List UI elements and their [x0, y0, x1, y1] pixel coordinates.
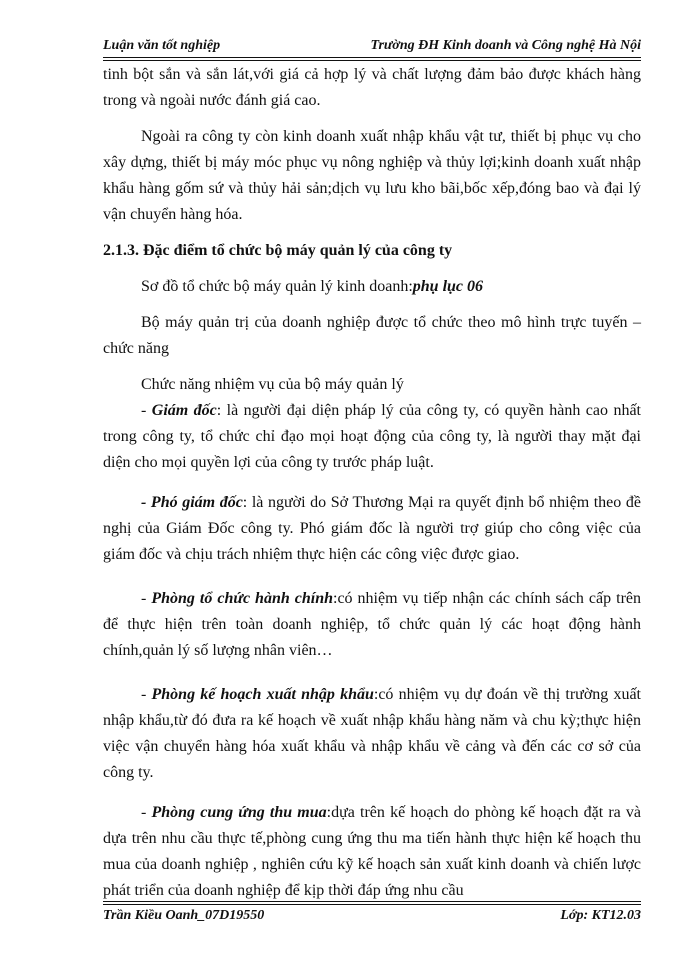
page-header [103, 38, 641, 57]
item-vice-director [103, 490, 641, 568]
footer-author: Trần Kiều Oanh_07D19550 [103, 908, 265, 923]
term-admin-dept: Phòng tổ chức hành chính [151, 590, 333, 607]
header-thesis-title: Luận văn tốt nghiệp [103, 38, 221, 53]
item-procurement-dept-text: :dựa trên kế hoạch do phòng kế hoạch đặt ra và dựa trên nhu cầu thực tế,phòng cung ứng thu ma tiến hành thực hiện kế hoạch thu mua của doanh nghiệp , nghiên cứu kỹ kế hoạch sản xuất kinh doanh và chiến lược phát triển của doanh nghiệp để kịp thời đáp ứng nhu cầu [103, 804, 641, 899]
section-heading: 2.1.3. Đặc điểm tổ chức bộ máy quản lý của công ty [103, 242, 453, 259]
item-import-export-dept-text: :có nhiệm vụ dự đoán về thị trường xuất nhập khẩu,từ đó đưa ra kế hoạch về xuất nhập khẩu hàng năm và chu kỳ;thực hiện việc vận chuyển hàng hóa xuất khẩu và nhập khẩu về cảng và đến các cơ sở của công ty. [103, 686, 641, 781]
appendix-reference: phụ lục 06 [412, 278, 484, 295]
item-admin-dept [103, 586, 641, 664]
term-procurement-dept: Phòng cung ứng thu mua [151, 804, 327, 821]
item-dash: - [141, 804, 152, 821]
item-admin-dept-text: :có nhiệm vụ tiếp nhận các chính sách cấp trên để thực hiện trên toàn doanh nghiệp, tổ chức quản lý các hoạt động hành chính,quản lý số lượng nhân viên… [103, 590, 642, 659]
footer-rule-thin [103, 901, 641, 902]
paragraph-3 [103, 274, 641, 300]
header-rule [103, 57, 641, 58]
term-import-export-dept: Phòng kế hoạch xuất nhập khẩu [151, 686, 374, 703]
paragraph-5: Chức năng nhiệm vụ của bộ máy quản lý [141, 376, 404, 393]
document-body [103, 62, 641, 904]
item-dash: - [141, 686, 152, 703]
paragraph-1: tinh bột sắn và sắn lát,với giá cả hợp lý và chất lượng đảm bảo được khách hàng trong và ngoài nước đánh giá cao. [103, 66, 641, 109]
paragraph-3-text: Sơ đồ tổ chức bộ máy quản lý kinh doanh: [141, 278, 413, 295]
header-rule-thin [103, 60, 641, 61]
item-import-export-dept [103, 682, 641, 786]
item-director-text: : là người đại diện pháp lý của công ty, có quyền hành cao nhất trong công ty, tổ chức chỉ đạo mọi hoạt động của công ty, là người thay mặt đại diện cho mọi quyền lợi của công ty trước pháp luật. [103, 402, 642, 471]
item-director [103, 398, 641, 476]
item-vice-director-text: : là người do Sở Thương Mại ra quyết định bổ nhiệm theo đề nghị của Giám Đốc công ty. Phó giám đốc là người trợ giúp cho công việc của giám đốc và chịu trách nhiệm thực hiện các công việc được giao. [103, 494, 641, 563]
paragraph-2: Ngoài ra công ty còn kinh doanh xuất nhập khẩu vật tư, thiết bị phục vụ cho xây dựng, thiết bị máy móc phục vụ nông nghiệp và thủy lợi;kinh doanh xuất nhập khẩu hàng gốm sứ và thủy hải sản;dịch vụ lưu kho bãi,bốc xếp,đóng bao và đại lý vận chuyển hàng hóa. [103, 128, 641, 223]
item-dash: - [141, 402, 152, 419]
footer-class: Lớp: KT12.03 [560, 908, 641, 923]
header-university: Trường ĐH Kinh doanh và Công nghệ Hà Nội [370, 38, 641, 53]
item-dash: - [141, 590, 152, 607]
paragraph-4: Bộ máy quản trị của doanh nghiệp được tổ chức theo mô hình trực tuyến – chức năng [103, 314, 641, 357]
term-director: Giám đốc [151, 402, 217, 419]
item-procurement-dept [103, 800, 641, 904]
page-footer [103, 908, 641, 924]
term-vice-director: - Phó giám đốc [141, 494, 243, 511]
footer-rule [103, 904, 641, 905]
